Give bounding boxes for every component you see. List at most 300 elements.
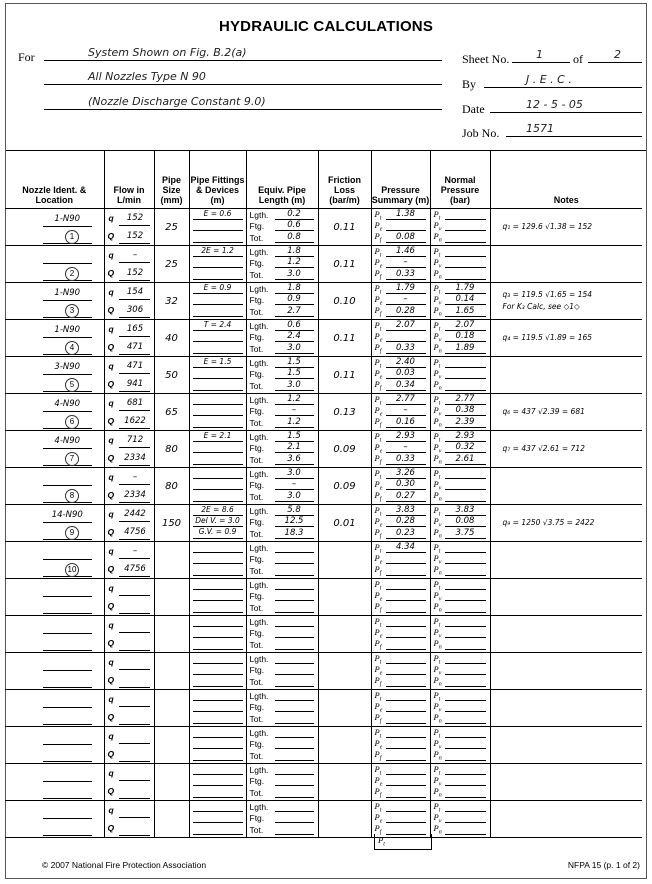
fill-line [275,415,314,416]
flow-Q-value: 941 [126,379,144,389]
pt-label: $P_t$ [374,653,382,666]
pressure-summary-cell [371,320,430,357]
fill-line [445,811,486,812]
pipe-size-value: 40 [165,333,178,344]
pf-label: $P_f$ [374,527,382,540]
tot-label: Tot. [249,307,264,317]
npn-label: $P_n$ [433,786,442,799]
lgth-label: Lgth. [249,210,269,220]
lgth-label: Lgth. [249,765,269,775]
pressure-summary-cell [371,505,430,542]
npn-label: $P_n$ [433,823,442,836]
fill-line [193,293,243,294]
fill-line [275,552,314,553]
pf-label: $P_f$ [374,453,382,466]
fill-line [275,711,314,712]
table-row [5,653,642,690]
flow-q-label: q [108,398,114,408]
pe-label: $P_e$ [374,405,383,418]
fill-line [445,575,486,576]
fill-line [43,280,92,281]
normal-pressure-cell [430,764,490,801]
fill-line [43,576,92,577]
fill-line [445,600,486,601]
pe-value: 0.28 [396,516,415,526]
fill-line [193,219,243,220]
fill-line [119,706,150,707]
fill-line [445,674,486,675]
pe-label: $P_e$ [374,701,383,714]
tot-value: 3.0 [287,491,301,501]
pipe-size-value: 150 [161,518,182,529]
flow-cell [104,727,154,764]
flow-cell [104,690,154,727]
flow-Q-label: Q [107,527,115,537]
fill-line [193,367,243,368]
pipe-size-cell [154,357,189,394]
fill-line [445,711,486,712]
fill-line [445,686,486,687]
fill-line [386,785,426,786]
ftg-label: Ftg. [249,591,265,601]
fill-line [386,526,426,527]
lgth-label: Lgth. [249,506,269,516]
fill-line [275,341,314,342]
flow-cell [104,653,154,690]
normal-pressure-cell [430,801,490,838]
col-flow: Flow in L/min [104,150,154,209]
equiv-length-cell [246,653,318,690]
node-number: 7 [65,452,79,466]
fill-line [119,761,150,762]
fill-line [193,626,243,627]
fill-line [193,723,243,724]
friction-cell [318,320,371,357]
npv-label: $P_v$ [433,257,442,270]
fill-line [43,798,92,799]
friction-cell [318,690,371,727]
fill-line [193,785,243,786]
fittings-cell [189,320,246,357]
flow-cell [104,468,154,505]
normal-pressure-cell [430,542,490,579]
fill-line [386,219,426,220]
npt-label: $P_t$ [433,542,441,555]
col-equiv-length: Equiv. Pipe Length (m) [246,150,318,209]
fill-line [386,353,426,354]
notes-cell [490,468,642,505]
pipe-size-cell [154,690,189,727]
fill-line [119,484,150,485]
npt-value: 3.83 [455,505,475,515]
tot-label: Tot. [249,714,264,724]
fill-line [275,748,314,749]
fill-line [43,650,92,651]
npn-label: $P_n$ [433,379,442,392]
equiv-length-cell [246,431,318,468]
fill-line [193,230,243,231]
pipe-size-value: 32 [165,296,178,307]
flow-q-label: q [108,509,114,519]
fill-line [193,600,243,601]
node-number: 2 [65,267,79,281]
fill-line [275,663,314,664]
fill-line [43,559,92,560]
normal-pressure-cell [430,394,490,431]
pe-value: – [403,442,408,452]
fill-line [275,674,314,675]
fitting-1: E = 0.9 [203,283,232,292]
pipe-size-cell [154,394,189,431]
npv-label: $P_v$ [433,664,442,677]
pf-label: $P_f$ [374,268,382,281]
fill-line [193,748,243,749]
fill-line [275,230,314,231]
tot-label: Tot. [249,455,264,465]
fill-line [275,700,314,701]
pipe-size-cell [154,653,189,690]
flow-Q-label: Q [107,712,115,722]
flow-q-label: q [108,657,114,667]
lgth-label: Lgth. [249,617,269,627]
npn-label: $P_n$ [433,342,442,355]
fill-line [193,834,243,835]
fill-line [119,262,150,263]
lgth-label: Lgth. [249,543,269,553]
fill-line [386,723,426,724]
fill-line [193,501,243,502]
fill-line [119,391,150,392]
lgth-label: Lgth. [249,247,269,257]
flow-q-label: q [108,472,114,482]
normal-pressure-cell [430,320,490,357]
notes-cell [490,690,642,727]
npn-label: $P_n$ [433,490,442,503]
pressure-summary-cell [371,653,430,690]
lgth-label: Lgth. [249,395,269,405]
fill-line [386,760,426,761]
flow-Q-label: Q [107,342,115,352]
fill-line [43,411,92,412]
ftg-label: Ftg. [249,776,265,786]
tot-label: Tot. [249,344,264,354]
flow-Q-label: Q [107,231,115,241]
nozzle-cell [5,505,104,542]
npv-label: $P_v$ [433,590,442,603]
fill-line [386,612,426,613]
fill-line [445,723,486,724]
fill-line [119,595,150,596]
fill-line [386,822,426,823]
col-friction-loss: Friction Loss (bar/m) [318,150,371,209]
fill-line [193,774,243,775]
npt-label: $P_t$ [433,690,441,703]
for-label: For [18,50,35,64]
nozzle-cell [5,431,104,468]
pf-value: 0.08 [396,232,415,242]
fill-line [386,700,426,701]
flow-q-label: q [108,287,114,297]
pe-label: $P_e$ [374,220,383,233]
table-row [5,320,642,357]
fill-line [386,378,426,379]
npt-label: $P_t$ [433,727,441,740]
fill-line [43,263,92,264]
flow-q-value: 154 [126,287,144,297]
normal-pressure-cell [430,653,490,690]
flow-Q-label: Q [107,453,115,463]
normal-pressure-cell [430,468,490,505]
npn-label: $P_n$ [433,527,442,540]
copyright-footer: © 2007 National Fire Protection Association [42,860,207,870]
pf-value: 0.33 [396,269,415,279]
fill-line [193,575,243,576]
node-number: 10 [65,563,79,577]
fill-line [275,626,314,627]
friction-cell [318,653,371,690]
pf-value: 0.16 [396,417,415,427]
fill-line [386,415,426,416]
npt-label: $P_t$ [433,505,441,518]
npv-value: 0.38 [455,405,475,415]
fill-line [386,489,426,490]
fitting-1: E = 0.6 [203,209,232,218]
flow-Q-label: Q [107,823,115,833]
fill-line [386,279,426,280]
nozzle-cell [5,542,104,579]
pressure-summary-cell [371,542,430,579]
fittings-cell [189,431,246,468]
fill-line [275,723,314,724]
npn-label: $P_n$ [433,749,442,762]
job-label: Job No. [462,126,500,140]
npv-label: $P_v$ [433,220,442,233]
friction-value: 0.01 [333,518,356,529]
nozzle-location: 14-N90 [51,510,83,520]
fill-line [119,521,150,522]
pipe-size-value: 80 [165,481,178,492]
nozzle-cell [5,246,104,283]
fill-line [275,304,314,305]
fill-line [119,280,150,281]
normal-pressure-cell [430,209,490,246]
equiv-length-cell [246,542,318,579]
fill-line [193,674,243,675]
fill-line [386,575,426,576]
notes-cell [490,764,642,801]
pt-label: $P_t$ [374,505,382,518]
pf-label: $P_f$ [374,675,382,688]
fill-line [193,649,243,650]
fill-line [445,637,486,638]
flow-cell [104,616,154,653]
fill-line [275,612,314,613]
equiv-length-cell [246,357,318,394]
fill-line [445,464,486,465]
fill-line [275,785,314,786]
flow-cell [104,394,154,431]
fill-line [43,465,92,466]
lgth-value: 0.6 [287,320,301,330]
fitting-1: 2E = 1.2 [201,246,234,255]
friction-value: 0.10 [333,296,356,307]
equiv-length-cell [246,801,318,838]
fill-line [386,242,426,243]
fill-line [386,674,426,675]
friction-cell [318,505,371,542]
pe-value: – [403,294,408,304]
fill-line [119,613,150,614]
tot-value: 2.7 [287,306,301,316]
ftg-label: Ftg. [249,480,265,490]
equiv-length-cell [246,246,318,283]
node-number: 6 [65,415,79,429]
pipe-size-cell [154,209,189,246]
npv-value: 0.08 [455,516,475,526]
note-line-1: q₃ = 119.5 √1.65 = 154 [502,290,593,299]
flow-cell [104,579,154,616]
fill-line [43,337,92,338]
npt-label: $P_t$ [433,653,441,666]
fill-line [193,663,243,664]
fill-line [445,748,486,749]
fill-line [193,538,243,539]
fittings-cell [189,357,246,394]
fill-line [275,797,314,798]
flow-q-value: 712 [126,435,144,445]
pt-value: 1.79 [396,283,415,293]
col-notes: Notes [490,150,642,209]
pipe-size-cell [154,801,189,838]
pe-value: – [403,257,408,267]
fill-line [445,415,486,416]
fill-line [445,737,486,738]
fill-line [445,589,486,590]
nozzle-cell [5,690,104,727]
flow-Q-value: 152 [126,268,144,278]
fill-line [445,367,486,368]
fill-line [43,354,92,355]
fill-line [193,279,243,280]
fill-line [43,243,92,244]
nozzle-cell [5,579,104,616]
pipe-size-cell [154,246,189,283]
tot-label: Tot. [249,677,264,687]
col-normal-pressure: Normal Pressure (bar) [430,150,490,209]
flow-q-value: 471 [126,361,144,371]
npv-value: 0.32 [455,442,475,452]
fill-line [43,724,92,725]
pf-label: $P_f$ [374,416,382,429]
equiv-length-cell [246,283,318,320]
ftg-label: Ftg. [249,332,265,342]
pipe-size-value: 25 [165,259,178,270]
friction-cell [318,616,371,653]
ftg-label: Ftg. [249,813,265,823]
pt-label: $P_t$ [374,246,382,259]
pipe-size-cell [154,431,189,468]
fittings-cell [189,246,246,283]
friction-value: 0.11 [333,333,356,344]
ftg-label: Ftg. [249,628,265,638]
fill-line [193,686,243,687]
pe-label: $P_e$ [374,479,383,492]
fill-line [43,485,92,486]
pressure-summary-cell [371,616,430,653]
ftg-value: 0.6 [287,220,301,230]
pe-label: $P_e$ [374,590,383,603]
fittings-cell [189,727,246,764]
fill-line [43,428,92,429]
npv-label: $P_v$ [433,294,442,307]
fill-line [386,330,426,331]
npv-value: 0.14 [455,294,475,304]
table-row [5,801,642,838]
pf-label: $P_f$ [374,638,382,651]
fill-line [386,686,426,687]
fittings-cell [189,505,246,542]
pt-label: $P_t$ [374,690,382,703]
pipe-size-cell [154,727,189,764]
equiv-length-cell [246,505,318,542]
lgth-label: Lgth. [249,284,269,294]
pe-label: $P_e$ [374,331,383,344]
notes-cell [490,283,642,320]
npv-label: $P_v$ [433,516,442,529]
flow-q-label: q [108,620,114,630]
lgth-value: 3.0 [287,468,301,478]
fill-line [193,711,243,712]
friction-cell [318,727,371,764]
normal-pressure-cell [430,505,490,542]
flow-q-label: q [108,361,114,371]
flow-q-label: q [108,546,114,556]
fill-line [386,267,426,268]
flow-Q-label: Q [107,675,115,685]
fill-line [386,589,426,590]
table-row [5,246,642,283]
fill-line [193,441,243,442]
fill-line [119,373,150,374]
sheet-no-field: 1 [512,48,570,63]
fill-line [43,633,92,634]
fill-line [43,374,92,375]
flow-cell [104,764,154,801]
tot-label: Tot. [249,603,264,613]
fill-line [445,834,486,835]
fill-line [275,279,314,280]
pipe-size-cell [154,764,189,801]
pt-value: 2.07 [396,320,415,330]
npv-label: $P_v$ [433,553,442,566]
table-row [5,542,642,579]
fill-line [275,774,314,775]
note-line-1: q₇ = 437 √2.61 = 712 [502,444,585,453]
fittings-cell [189,801,246,838]
pt-value: 1.38 [396,209,415,219]
fittings-cell [189,209,246,246]
fitting-1: E = 2.1 [203,431,232,440]
fill-line [275,538,314,539]
npn-value: 1.89 [455,343,475,353]
fill-line [275,760,314,761]
equiv-length-cell [246,394,318,431]
equiv-length-cell [246,616,318,653]
ftg-value: 1.5 [287,368,301,378]
date-field: 12 - 5 - 05 [490,98,642,113]
fill-line [386,390,426,391]
fill-line [445,219,486,220]
